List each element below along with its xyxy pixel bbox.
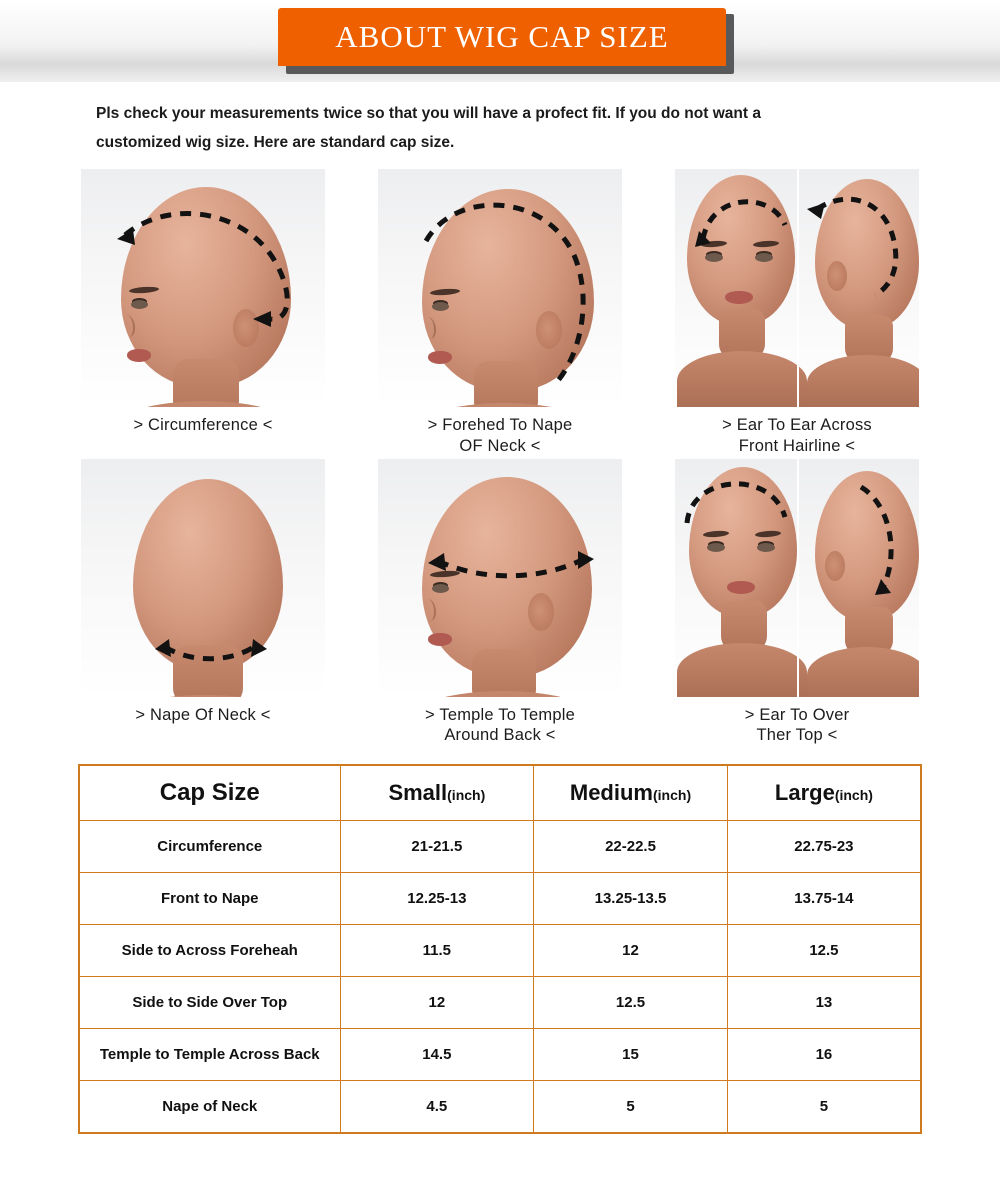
intro-text <box>96 100 904 157</box>
row-medium: 5 <box>534 1080 728 1133</box>
row-medium: 22-22.5 <box>534 820 728 872</box>
intro-line-2: customized wig size. Here are standard cap size. <box>96 133 455 151</box>
figure-nape-of-neck <box>78 459 328 746</box>
figure-caption: > Ear To Over Ther Top < <box>744 705 850 745</box>
row-measure: Side to Across Foreheah <box>79 924 340 976</box>
figure-ear-to-ear-front-hairline <box>672 169 922 456</box>
table-row <box>79 976 921 1028</box>
table-row <box>79 924 921 976</box>
figure-caption: > Forehed To Nape OF Neck < <box>427 416 573 455</box>
header-medium-unit: (inch) <box>653 786 692 803</box>
figure-temple-to-temple-around-back <box>328 459 672 746</box>
row-small: 11.5 <box>340 924 534 976</box>
header-small <box>340 765 534 821</box>
header-medium-label: Medium <box>569 779 653 805</box>
row-medium: 12.5 <box>534 976 728 1028</box>
row-measure: Temple to Temple Across Back <box>79 1028 340 1080</box>
row-large: 22.75-23 <box>727 820 921 872</box>
header-small-unit: (inch) <box>447 786 486 803</box>
table-header-row <box>79 765 921 821</box>
figure-forehead-to-nape <box>328 169 672 456</box>
figure-circumference <box>78 169 328 456</box>
mannequin-back-view-image <box>81 459 325 697</box>
cap-size-table-wrapper <box>78 764 922 1134</box>
row-small: 21-21.5 <box>340 820 534 872</box>
row-small: 12.25-13 <box>340 872 534 924</box>
mannequin-profile-left-image-3 <box>378 459 622 697</box>
mannequin-profile-left-image-2 <box>378 169 622 407</box>
row-large: 12.5 <box>727 924 921 976</box>
row-measure: Side to Side Over Top <box>79 976 340 1028</box>
header-large-label: Large <box>774 779 835 805</box>
row-medium: 12 <box>534 924 728 976</box>
row-small: 12 <box>340 976 534 1028</box>
row-measure: Front to Nape <box>79 872 340 924</box>
row-small: 4.5 <box>340 1080 534 1133</box>
row-small: 14.5 <box>340 1028 534 1080</box>
row-large: 16 <box>727 1028 921 1080</box>
row-large: 5 <box>727 1080 921 1133</box>
header-medium <box>534 765 728 821</box>
figure-caption: > Nape Of Neck < <box>135 705 271 724</box>
row-medium: 13.25-13.5 <box>534 872 728 924</box>
page-title: ABOUT WIG CAP SIZE <box>335 19 669 54</box>
table-row <box>79 1080 921 1133</box>
header-large <box>727 765 921 821</box>
header-small-label: Small <box>388 779 448 805</box>
header-cap-size: Cap Size <box>79 765 340 821</box>
mannequin-profile-left-image <box>81 169 325 407</box>
row-medium: 15 <box>534 1028 728 1080</box>
row-measure: Nape of Neck <box>79 1080 340 1133</box>
figure-ear-to-over-the-top <box>672 459 922 746</box>
mannequin-front-and-side-image-2 <box>675 459 919 697</box>
header-large-unit: (inch) <box>834 786 873 803</box>
measurement-figure-grid <box>78 169 922 746</box>
figure-caption: > Temple To Temple Around Back < <box>425 705 575 745</box>
mannequin-front-and-side-image <box>675 169 919 407</box>
header-title-box <box>278 8 726 66</box>
cap-size-table <box>78 764 922 1134</box>
table-row <box>79 820 921 872</box>
row-measure: Circumference <box>79 820 340 872</box>
table-row <box>79 1028 921 1080</box>
row-large: 13 <box>727 976 921 1028</box>
table-row <box>79 872 921 924</box>
row-large: 13.75-14 <box>727 872 921 924</box>
figure-caption: > Circumference < <box>133 416 273 435</box>
intro-line-1: Pls check your measurements twice so that you will have a profect fit. If you do not want a <box>96 105 761 122</box>
figure-caption: > Ear To Ear Across Front Hairline < <box>722 416 872 455</box>
header-banner <box>0 0 1000 82</box>
